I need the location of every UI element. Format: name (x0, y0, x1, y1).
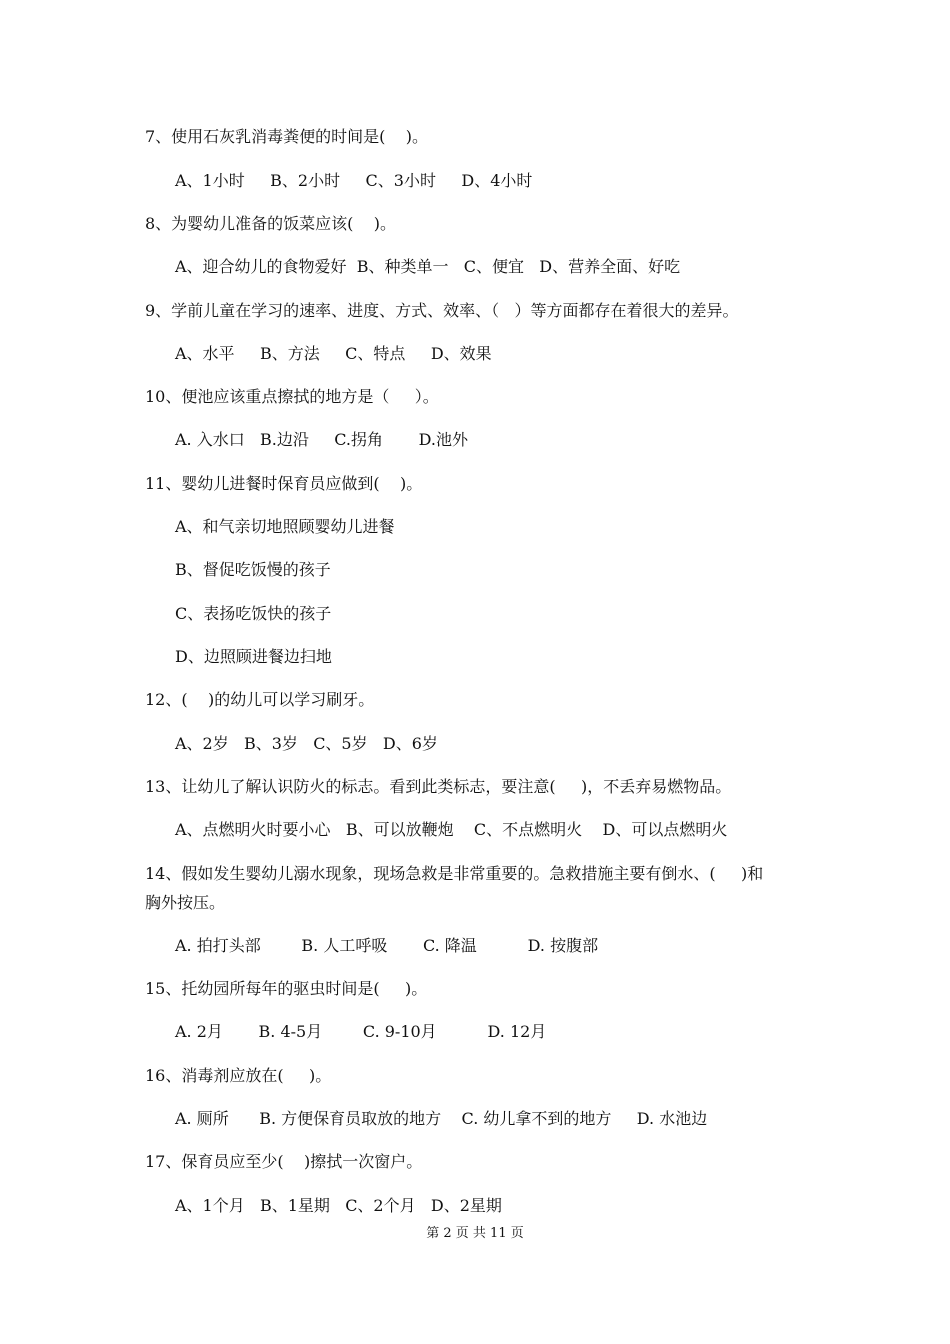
question-10-options: A. 入水口 B.边沿 C.拐角 D.池外 (175, 430, 468, 449)
question-8-options: A、迎合幼儿的食物爱好 B、种类单一 C、便宜 D、营养全面、好吃 (175, 257, 681, 276)
question-11-stem: 11、婴幼儿进餐时保育员应做到( )。 (145, 474, 423, 493)
page-footer: 第 2 页 共 11 页 (426, 1226, 524, 1241)
question-7-options: A、1小时 B、2小时 C、3小时 D、4小时 (175, 171, 533, 190)
question-16-stem: 16、消毒剂应放在( )。 (145, 1066, 332, 1085)
question-13-options: A、点燃明火时要小心 B、可以放鞭炮 C、不点燃明火 D、可以点燃明火 (175, 820, 728, 839)
question-7-stem: 7、使用石灰乳消毒粪便的时间是( )。 (145, 127, 429, 146)
question-14-stem: 14、假如发生婴幼儿溺水现象，现场急救是非常重要的。急救措施主要有倒水、( )和 (145, 864, 764, 883)
question-10-stem: 10、便池应该重点擦拭的地方是（ ）。 (145, 387, 439, 406)
question-11-option-d: D、边照顾进餐边扫地 (175, 647, 332, 666)
question-17-stem: 17、保育员应至少( )擦拭一次窗户。 (145, 1152, 423, 1171)
question-12-stem: 12、( )的幼儿可以学习刷牙。 (145, 690, 375, 709)
question-14-stem-continued: 胸外按压。 (145, 893, 226, 912)
question-15-options: A. 2月 B. 4-5月 C. 9-10月 D. 12月 (175, 1022, 547, 1041)
question-8-stem: 8、为婴幼儿准备的饭菜应该( )。 (145, 214, 397, 233)
question-17-options: A、1个月 B、1星期 C、2个月 D、2星期 (175, 1196, 502, 1215)
question-13-stem: 13、让幼儿了解认识防火的标志。看到此类标志，要注意( )，不丢弃易燃物品。 (145, 777, 732, 796)
question-14-options: A. 拍打头部 B. 人工呼吸 C. 降温 D. 按腹部 (175, 936, 599, 955)
question-11-option-b: B、督促吃饭慢的孩子 (175, 560, 331, 579)
question-9-options: A、水平 B、方法 C、特点 D、效果 (175, 344, 492, 363)
question-12-options: A、2岁 B、3岁 C、5岁 D、6岁 (175, 734, 438, 753)
question-15-stem: 15、托幼园所每年的驱虫时间是( )。 (145, 979, 428, 998)
question-16-options: A. 厕所 B. 方便保育员取放的地方 C. 幼儿拿不到的地方 D. 水池边 (175, 1109, 708, 1128)
question-9-stem: 9、学前儿童在学习的速率、进度、方式、效率、（ ）等方面都存在着很大的差异。 (145, 301, 739, 320)
question-11-option-a: A、和气亲切地照顾婴幼儿进餐 (175, 517, 395, 536)
question-11-option-c: C、表扬吃饭快的孩子 (175, 604, 332, 623)
